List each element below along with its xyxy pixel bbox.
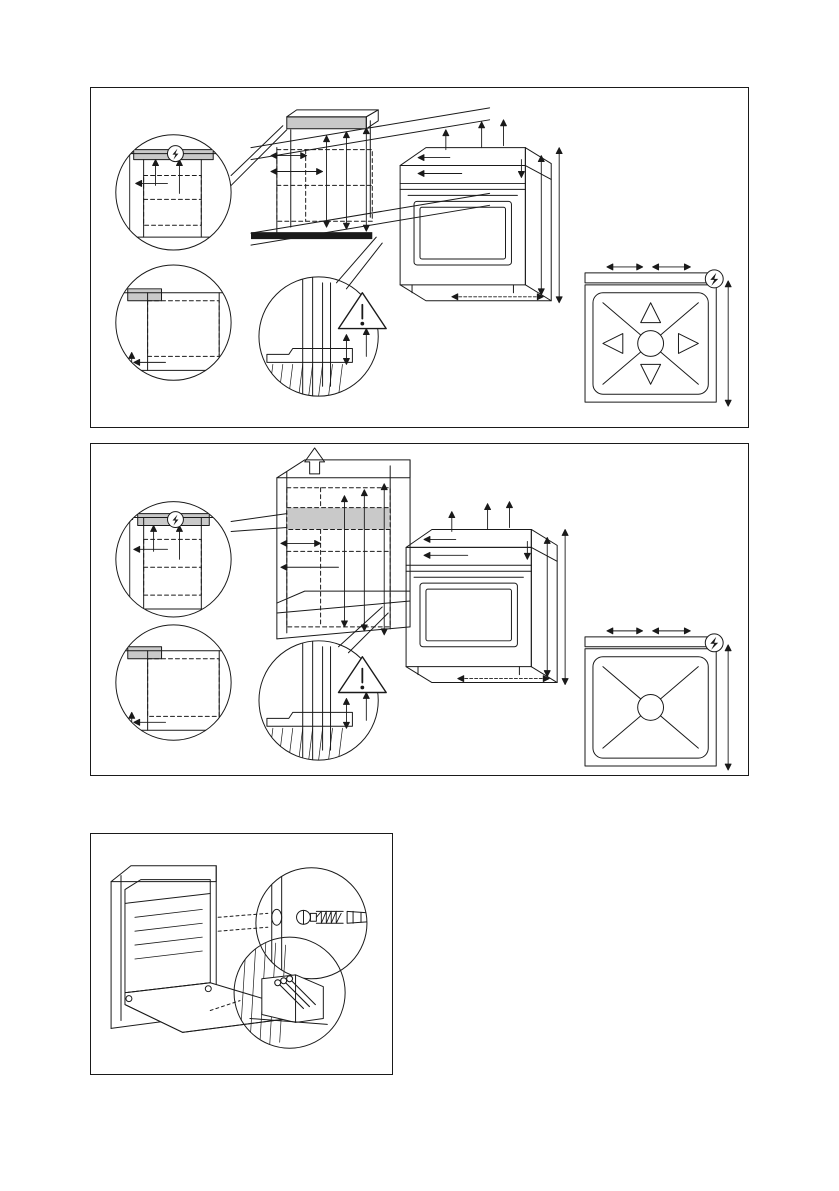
oven-securing-screws-panel [90, 833, 393, 1075]
built-in-figure [91, 444, 748, 775]
built-under-figure [91, 88, 748, 427]
built-under-installation-panel [90, 87, 749, 428]
oven-securing-figure [91, 834, 392, 1074]
built-in-column-installation-panel [90, 443, 749, 776]
